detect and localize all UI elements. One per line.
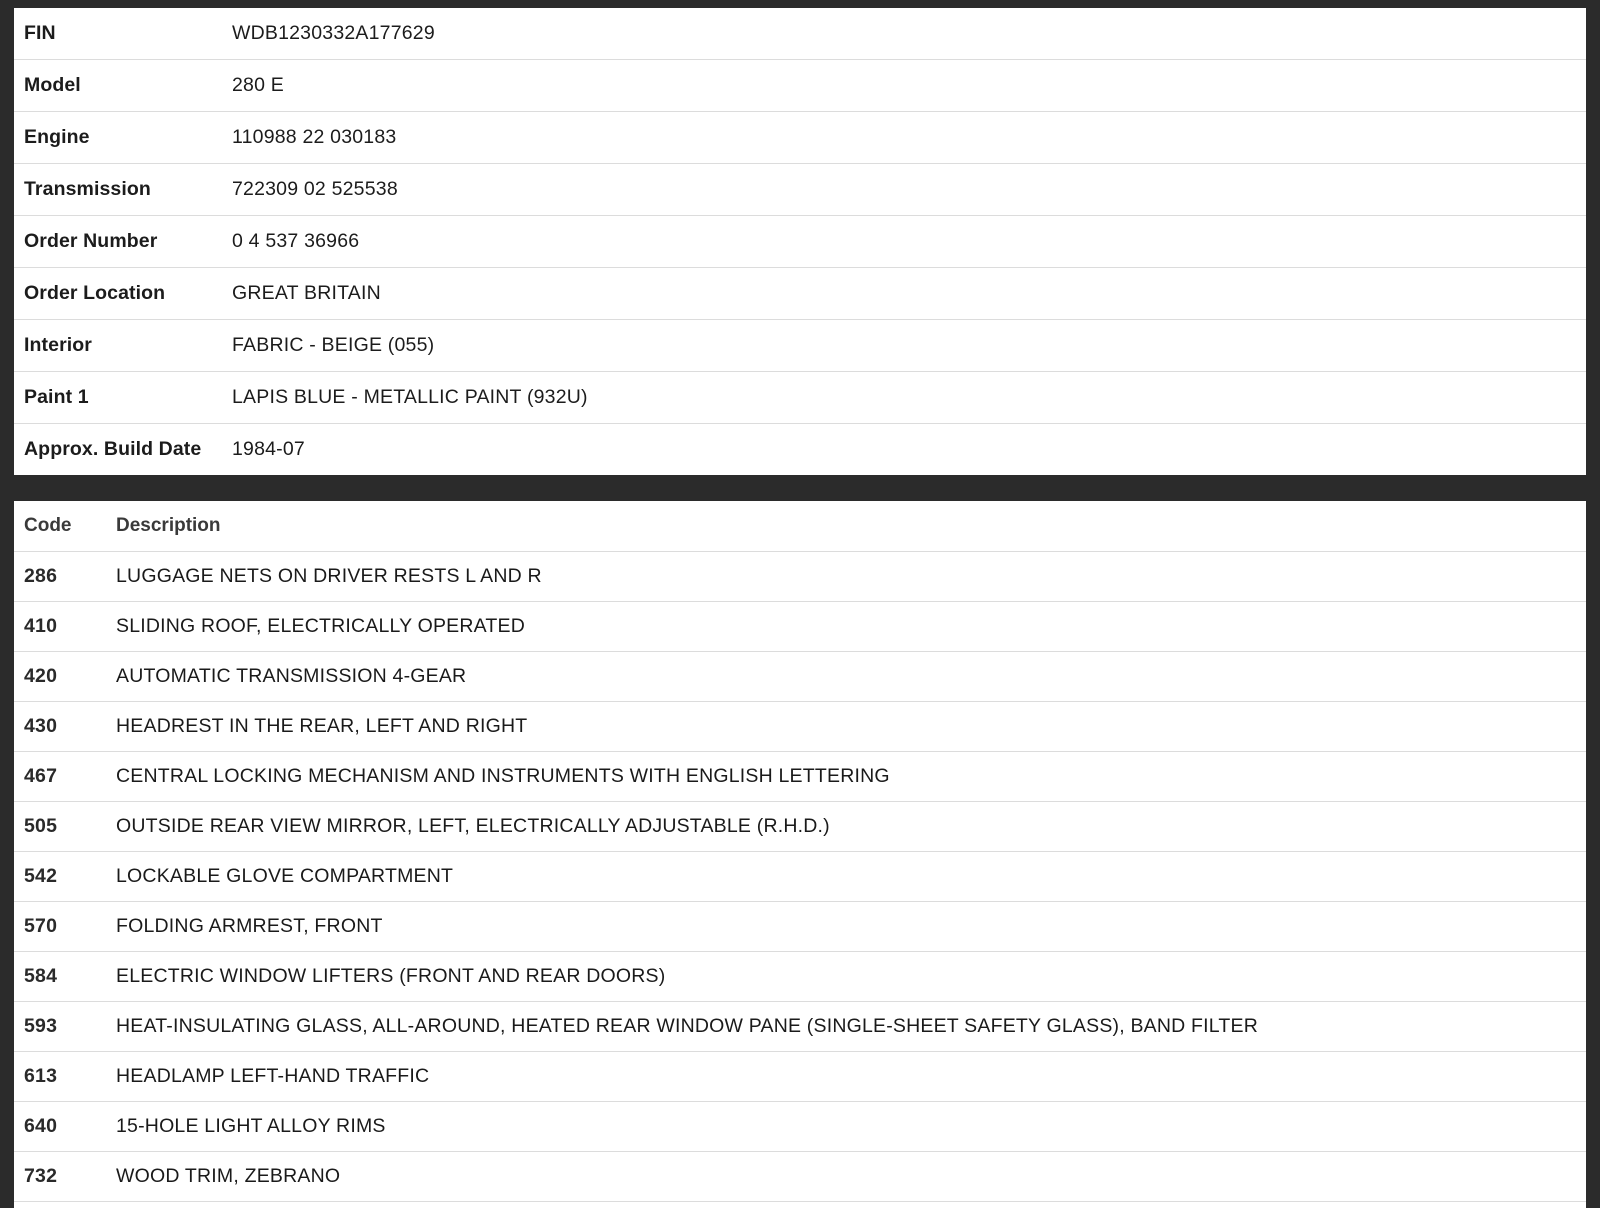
code-cell: 732: [24, 1165, 58, 1187]
description-cell: FOLDING ARMREST, FRONT: [116, 915, 383, 937]
description-cell: WOOD TRIM, ZEBRANO: [116, 1165, 341, 1187]
table-row: [14, 752, 1586, 802]
codes-header-row: [14, 501, 1586, 552]
table-row: [14, 952, 1586, 1002]
row-value: LAPIS BLUE - METALLIC PAINT (932U): [232, 386, 588, 408]
table-row: [14, 372, 1586, 424]
code-cell: 570: [24, 915, 58, 937]
row-value: WDB1230332A177629: [232, 22, 435, 44]
row-label: Transmission: [24, 178, 151, 200]
row-label: Order Number: [24, 230, 158, 252]
row-label: Engine: [24, 126, 90, 148]
row-label: Paint 1: [24, 386, 89, 408]
table-row: [14, 424, 1586, 476]
row-label: FIN: [24, 22, 56, 44]
vehicle-data-sheet: [14, 8, 1586, 475]
row-label: Order Location: [24, 282, 166, 304]
code-cell: 584: [24, 965, 58, 987]
vehicle-data-body: [14, 8, 1586, 475]
description-cell: OUTSIDE REAR VIEW MIRROR, LEFT, ELECTRICALLY ADJUSTABLE (R.H.D.): [116, 815, 830, 837]
description-cell: HEADLAMP LEFT-HAND TRAFFIC: [116, 1065, 430, 1087]
code-cell: 410: [24, 615, 58, 637]
description-cell: HEADREST IN THE REAR, LEFT AND RIGHT: [116, 715, 528, 737]
description-cell: SLIDING ROOF, ELECTRICALLY OPERATED: [116, 615, 526, 637]
table-row: [14, 1152, 1586, 1202]
table-row: [14, 268, 1586, 320]
table-row: [14, 112, 1586, 164]
vehicle-data-table: [14, 8, 1586, 475]
row-label: Interior: [24, 334, 92, 356]
code-cell: 640: [24, 1115, 58, 1137]
row-label: Model: [24, 74, 81, 96]
description-cell: LOCKABLE GLOVE COMPARTMENT: [116, 865, 454, 887]
description-cell: ELECTRIC WINDOW LIFTERS (FRONT AND REAR DOORS): [116, 965, 666, 987]
section-divider-band: [0, 475, 1600, 501]
description-cell: CENTRAL LOCKING MECHANISM AND INSTRUMENTS WITH ENGLISH LETTERING: [116, 765, 890, 787]
code-cell: 286: [24, 565, 58, 587]
row-value: 280 E: [232, 74, 284, 96]
table-row: [14, 852, 1586, 902]
column-header-description: Description: [116, 515, 221, 536]
table-row: [14, 60, 1586, 112]
description-cell: AUTOMATIC TRANSMISSION 4-GEAR: [116, 665, 467, 687]
code-cell: 505: [24, 815, 58, 837]
description-cell: LUGGAGE NETS ON DRIVER RESTS L AND R: [116, 565, 542, 587]
row-label: Approx. Build Date: [24, 438, 202, 460]
table-row: [14, 216, 1586, 268]
row-value: 0 4 537 36966: [232, 230, 360, 252]
code-cell: 467: [24, 765, 58, 787]
code-cell: 613: [24, 1065, 58, 1087]
code-cell: 593: [24, 1015, 58, 1037]
table-row: [14, 1002, 1586, 1052]
sheet-bottom-padding: [14, 1202, 1586, 1208]
row-value: GREAT BRITAIN: [232, 282, 381, 304]
row-value: 722309 02 525538: [232, 178, 398, 200]
table-row: [14, 8, 1586, 60]
code-cell: 420: [24, 665, 58, 687]
row-value: 1984-07: [232, 438, 305, 460]
codes-table-body: [14, 552, 1586, 1202]
top-band: [0, 0, 1600, 8]
row-value: FABRIC - BEIGE (055): [232, 334, 435, 356]
description-cell: HEAT-INSULATING GLASS, ALL-AROUND, HEATED REAR WINDOW PANE (SINGLE-SHEET SAFETY GLASS), BAND FILTER: [116, 1015, 1258, 1037]
code-cell: 542: [24, 865, 58, 887]
description-cell: 15-HOLE LIGHT ALLOY RIMS: [116, 1115, 386, 1137]
table-row: [14, 1052, 1586, 1102]
table-row: [14, 552, 1586, 602]
table-row: [14, 902, 1586, 952]
codes-table: [14, 501, 1586, 1202]
code-cell: 430: [24, 715, 58, 737]
table-row: [14, 320, 1586, 372]
codes-sheet: [14, 501, 1586, 1208]
column-header-code: Code: [24, 515, 72, 536]
codes-table-head: [14, 501, 1586, 552]
table-row: [14, 652, 1586, 702]
table-row: [14, 602, 1586, 652]
table-row: [14, 802, 1586, 852]
table-row: [14, 164, 1586, 216]
row-value: 110988 22 030183: [232, 126, 397, 148]
table-row: [14, 702, 1586, 752]
